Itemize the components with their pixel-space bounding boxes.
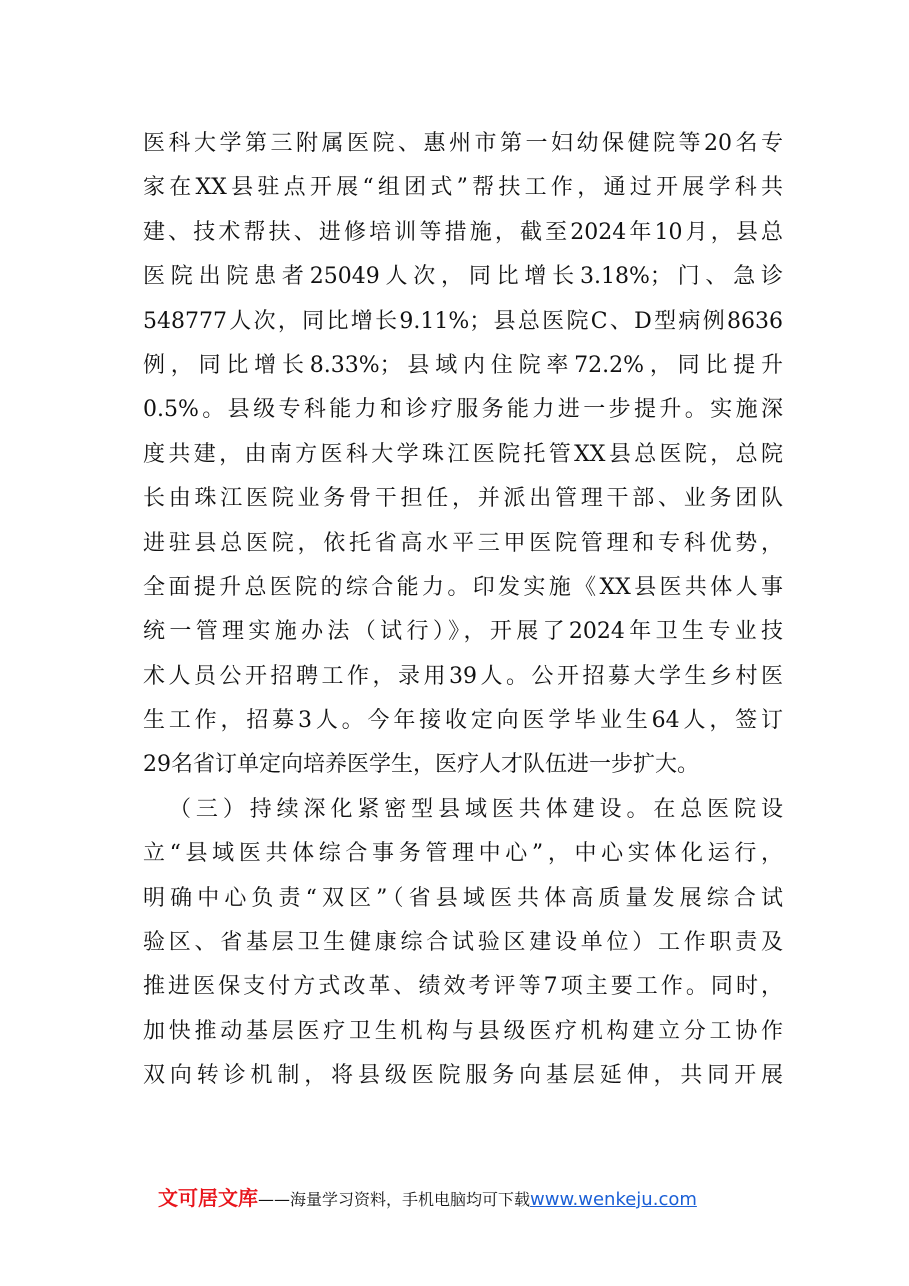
- text-line: 进驻县总医院，依托省高水平三甲医院管理和专科优势，: [143, 530, 783, 556]
- section-heading-line: （三）持续深化紧密型县域医共体建设。在总医院设: [169, 796, 783, 822]
- text-line: 双向转诊机制，将县级医院服务向基层延伸，共同开展: [143, 1063, 783, 1089]
- text-line: 548777人次，同比增长9.11%；县总医院C、D型病例8636: [143, 308, 783, 334]
- document-body: [143, 122, 783, 1099]
- brand-name: 文可居文库: [158, 1186, 258, 1210]
- text-line: 医院出院患者25049人次，同比增长3.18%；门、急诊: [143, 264, 783, 290]
- text-line: 0.5%。县级专科能力和诊疗服务能力进一步提升。实施深: [143, 397, 783, 423]
- text-line: 29名省订单定向培养医学生，医疗人才队伍进一步扩大。: [143, 752, 699, 778]
- text-line: 全面提升总医院的综合能力。印发实施《XX县医共体人事: [143, 574, 783, 600]
- footer-banner: [158, 1182, 758, 1212]
- text-line: 明确中心负责“双区”（省县域医共体高质量发展综合试: [143, 885, 783, 911]
- text-line: 度共建，由南方医科大学珠江医院托管XX县总医院，总院: [143, 441, 783, 467]
- text-line: 生工作，招募3人。今年接收定向医学毕业生64人，签订: [143, 708, 783, 734]
- footer-tagline: ——海量学习资料，手机电脑均可下载: [258, 1190, 531, 1209]
- website-link[interactable]: www.wenkeju.com: [530, 1189, 697, 1210]
- text-line: 建、技术帮扶、进修培训等措施，截至2024年10月，县总: [143, 219, 783, 245]
- text-line: 医科大学第三附属医院、惠州市第一妇幼保健院等20名专: [143, 131, 783, 156]
- text-line: 加快推动基层医疗卫生机构与县级医疗机构建立分工协作: [143, 1018, 783, 1044]
- text-line: 术人员公开招聘工作，录用39人。公开招募大学生乡村医: [143, 663, 783, 689]
- text-line: 长由珠江医院业务骨干担任，并派出管理干部、业务团队: [143, 486, 783, 512]
- text-line: 验区、省基层卫生健康综合试验区建设单位）工作职责及: [143, 930, 783, 956]
- text-line: 家在XX县驻点开展“组团式”帮扶工作，通过开展学科共: [143, 175, 783, 201]
- text-line: 统一管理实施办法（试行）》，开展了2024年卫生专业技: [143, 619, 783, 645]
- text-line: 例，同比增长8.33%；县域内住院率72.2%，同比提升: [143, 352, 783, 378]
- text-line: 立“县域医共体综合事务管理中心”，中心实体化运行，: [143, 841, 783, 867]
- text-line: 推进医保支付方式改革、绩效考评等7项主要工作。同时，: [143, 974, 783, 1000]
